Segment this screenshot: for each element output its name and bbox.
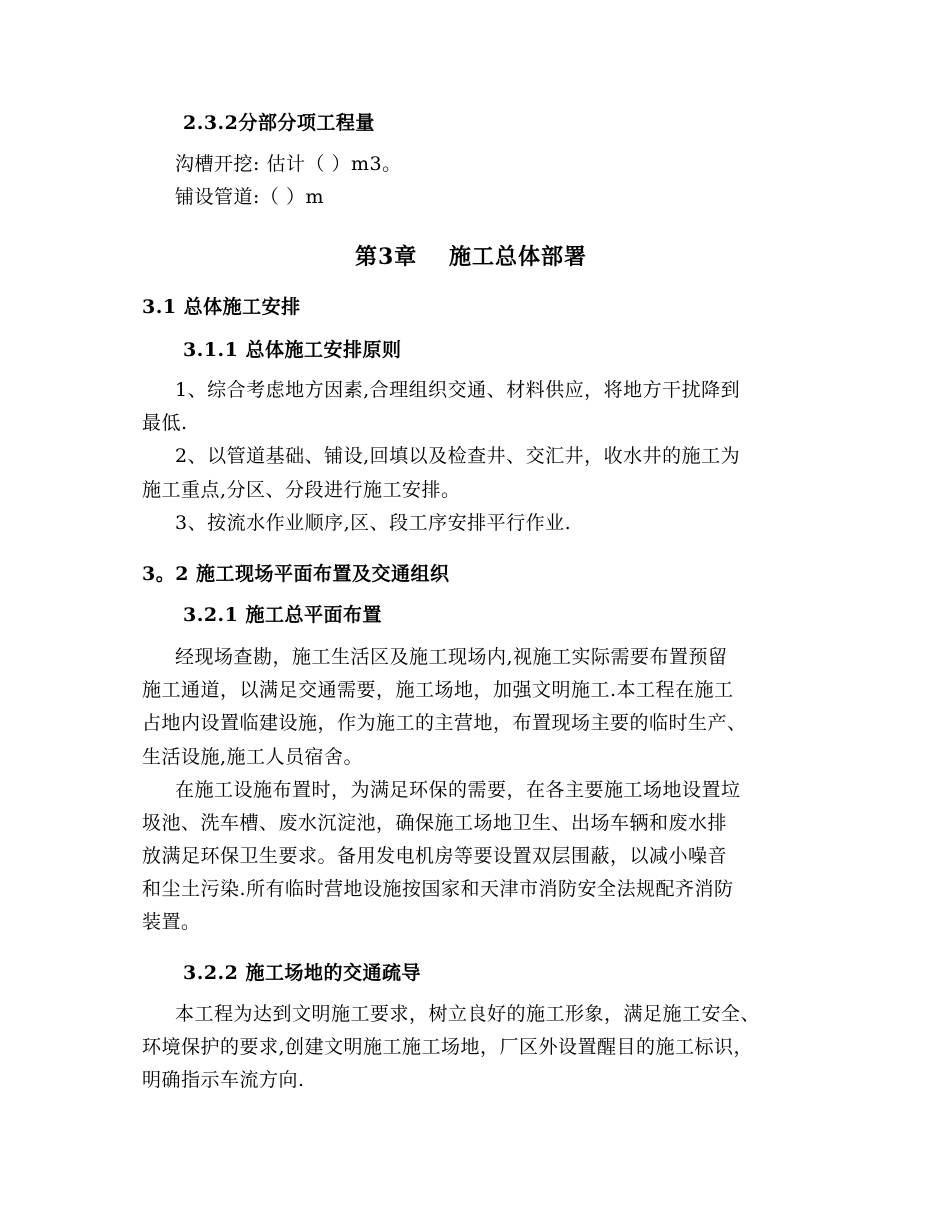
paragraph-line: 环境保护的要求,创建文明施工施工场地，厂区外设置醒目的施工标识， [142, 1036, 754, 1058]
subsection-heading-3-1-1: 3.1.1 总体施工安排原则 [183, 339, 402, 361]
chapter-title: 第3章 施工总体部署 [355, 244, 587, 270]
section-heading-3-2: 3。2 施工现场平面布置及交通组织 [142, 563, 450, 585]
paragraph-line: 施工通道，以满足交通需要，施工场地，加强文明施工.本工程在施工 [142, 679, 734, 701]
paragraph-line: 生活设施,施工人员宿舍。 [142, 746, 364, 768]
paragraph-line: 明确指示车流方向. [142, 1069, 305, 1091]
paragraph-line: 1、综合考虑地方因素,合理组织交通、材料供应，将地方干扰降到 [175, 379, 741, 401]
paragraph-line: 经现场查勘，施工生活区及施工现场内,视施工实际需要布置预留 [175, 646, 728, 668]
subsection-heading-3-2-1: 3.2.1 施工总平面布置 [183, 604, 383, 626]
paragraph-line: 沟槽开挖: 估计（ ）m3。 [175, 153, 402, 175]
paragraph-line: 占地内设置临建设施，作为施工的主营地，布置现场主要的临时生产、 [142, 712, 747, 734]
paragraph-line: 在施工设施布置时，为满足环保的需要，在各主要施工场地设置垃 [175, 779, 741, 801]
paragraph-line: 3、按流水作业顺序,区、段工序安排平行作业. [175, 512, 572, 534]
section-heading-2-3-2: 2.3.2分部分项工程量 [183, 112, 375, 134]
paragraph-line: 和尘土污染.所有临时营地设施按国家和天津市消防安全法规配齐消防 [142, 878, 734, 900]
paragraph-line: 施工重点,分区、分段进行施工安排。 [142, 479, 461, 501]
paragraph-line: 放满足环保卫生要求。备用发电机房等要设置双层围蔽，以减小噪音 [142, 845, 728, 867]
subsection-heading-3-2-2: 3.2.2 施工场地的交通疏导 [183, 962, 422, 984]
paragraph-line: 本工程为达到文明施工要求，树立良好的施工形象，满足施工安全、 [175, 1003, 761, 1025]
paragraph-line: 圾池、洗车槽、废水沉淀池，确保施工场地卫生、出场车辆和废水排 [142, 812, 728, 834]
paragraph-line: 铺设管道:（ ）m [175, 186, 324, 208]
paragraph-line: 最低. [142, 412, 188, 434]
paragraph-line: 2、以管道基础、铺设,回填以及检查井、交汇井，收水井的施工为 [175, 445, 741, 467]
paragraph-line: 装置。 [142, 911, 201, 933]
section-heading-3-1: 3.1 总体施工安排 [142, 296, 301, 318]
